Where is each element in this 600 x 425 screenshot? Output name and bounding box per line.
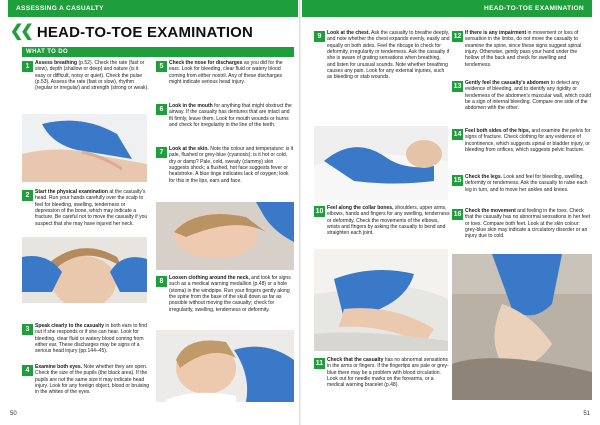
step-number: 3 <box>22 324 33 335</box>
step-11 <box>314 357 450 389</box>
step-7 <box>156 146 294 184</box>
step-number: 1 <box>22 61 33 72</box>
step-lead: Start the physical examination <box>35 189 108 195</box>
step-number: 11 <box>315 360 324 367</box>
step-4 <box>22 364 150 396</box>
step-number: 12 <box>453 33 462 40</box>
step-1 <box>22 60 150 92</box>
step-12 <box>452 30 592 68</box>
step-lead: Check that the casualty <box>327 357 384 363</box>
photo-arm-check <box>314 249 448 351</box>
step-text: for anything that might obstruct the airway. If the casualty has dentures that are intact and fit firmly, leave them. Look for mouth wounds or burns and check for irregularity in the line of the teeth. <box>169 103 292 129</box>
step-lead: Look at the skin. <box>169 146 209 152</box>
step-lead: Gently feel the casualty's abdomen <box>465 80 550 86</box>
step-text: Ask the casualty to breathe deeply, and note whether the chest expands evenly, easily and equally on both sides. Feel the ribcage to check for deformity, irregularity or tenderness. Ask the casualty if she is aware of grating sensations when breathing, and listen for unusual sounds. Note whether breathing causes any pain. Look for any external injuries, such as bleeding or stab wounds. <box>327 30 450 81</box>
step-text: (p.52). Check the rate (fast or slow), depth (shallow or deep) and nature (is it easy or difficult, noisy or quiet). Check the pulse (p.53). Assess the rate (fast or slow), rhythm (regular or irregular) and strength (strong or weak). <box>35 60 149 92</box>
title-row <box>10 22 253 42</box>
step-15 <box>452 174 592 193</box>
step-number: 5 <box>156 61 167 72</box>
page-number: 50 <box>10 411 17 417</box>
step-number: 4 <box>22 365 33 376</box>
step-number: 9 <box>314 31 325 42</box>
step-text: and examine the pelvis for signs of fracture. Check clothing for any evidence of incontinence, which suggests spinal or bladder injury, or bleeding from orifices, which suggests pelvic fracture. <box>465 128 591 154</box>
section-header: ASSESSING A CASUALTY <box>8 0 298 17</box>
step-text: Note whether they are open. Check the size of the pupils (the black area). If the pupils are not the same size it may indicate head injury. Look for any foreign object, blood or bruising in the whites of the eyes. <box>35 364 150 396</box>
step-13 <box>452 80 592 112</box>
step-number: 13 <box>453 83 462 90</box>
step-text: and feeling in the toes. Check that the casualty has no abnormal sensations in her feet or toes. Compare both feet. Look at the skin colour: grey-blue skin may indicate a circulatory disorder or an injury due to cold. <box>465 208 591 240</box>
photo-neck-check <box>156 330 294 402</box>
step-lead: Assess breathing <box>35 60 78 66</box>
step-lead: Look at the chest. <box>327 30 370 36</box>
step-14 <box>452 128 592 153</box>
page-title: HEAD-TO-TOE EXAMINATION <box>36 23 254 41</box>
section-header: HEAD-TO-TOE EXAMINATION <box>302 0 592 17</box>
step-lead: Loosen clothing around the neck, <box>169 275 250 281</box>
step-lead: If there is any impairment <box>465 30 527 36</box>
step-text: to detect any evidence of bleeding, and to identify any rigidity or tenderness of the abdomen's muscular wall, which could be a sign of internal bleeding. Compare one side of the abdomen with the other. <box>465 80 592 112</box>
step-number: 15 <box>453 177 462 184</box>
step-10 <box>314 205 450 237</box>
step-lead: Speak clearly to the casualty <box>35 323 105 329</box>
photo-pulse-check <box>22 114 147 182</box>
step-number: 6 <box>156 104 167 115</box>
photo-chest-check <box>314 126 448 200</box>
step-text: as you did for the ears. Look for bleeding, clear fluid or watery blood coming from either nostril. Any of these discharges might indicate serious head injury. <box>169 60 283 86</box>
step-number: 7 <box>156 147 167 158</box>
step-number: 2 <box>22 190 33 201</box>
step-lead: Check the legs. <box>465 174 503 180</box>
step-lead: Check the nose for discharges <box>169 60 243 66</box>
step-8 <box>156 275 294 313</box>
step-2 <box>22 189 150 227</box>
step-text: Note the colour and temperature: is it pale, flushed or grey-blue (cyanosis); is it hot or cold, dry or damp? Pale, cold, sweaty (clammy) skin suggests shock; a flushed, hot face suggests fever or heatstroke. A blue tinge indicates lack of oxygen; look for this in the lips, ears and face. <box>169 146 294 184</box>
double-chevron-icon: ❮❮ <box>10 23 31 40</box>
step-9 <box>314 30 450 81</box>
right-page <box>300 0 600 425</box>
photo-face <box>156 202 294 270</box>
step-number: 16 <box>453 211 462 218</box>
step-lead: Check the movement <box>465 208 516 214</box>
step-5 <box>156 60 294 85</box>
step-text: has no abnormal sensations in the arms or fingers. If the fingertips are pale or grey-blue there may be a problem with blood circulation. Look out for needle marks on the forearms, or a medical warning bracelet (p.48). <box>327 357 449 389</box>
step-lead: Look in the mouth <box>169 103 213 109</box>
step-text: and look for signs such as a medical warning medallion (p.48) or a hole (stoma) in the windpipe. Run your fingers gently along the spine from the base of the skull down as far as possible without moving the casualty; check for irregularity, swelling, tenderness or deformity. <box>169 275 291 313</box>
step-lead: Examine both eyes. <box>35 364 83 370</box>
photo-foot-check <box>452 254 592 400</box>
step-text: at the casualty's head. Run your hands carefully over the scalp to feel for bleeding, swelling, tenderness or depression of the bone, which may indicate a fracture. Be careful not to move the casualty if you suspect that she may have injured her neck. <box>35 189 148 227</box>
step-3 <box>22 323 150 355</box>
step-number: 8 <box>156 276 167 287</box>
step-text: shoulders, upper arms, elbows, hands and fingers for any swelling, tenderness or deformity. Check the movements of the elbows, wrists and fingers by asking the casualty to bend and straighten each joint. <box>327 205 450 237</box>
photo-head-check <box>22 237 147 317</box>
step-lead: Feel both sides of the hips, <box>465 128 531 134</box>
step-number: 14 <box>453 131 462 138</box>
step-16 <box>452 208 592 240</box>
step-text: in both ears to find out if she responds or if she can hear. Look for bleeding, clear fluid or watery blood coming from either ear. These discharges may be signs of a serious head injury (pp.144–45). <box>35 323 147 355</box>
step-text: Look and feel for bleeding, swelling, deformity or tenderness. Ask the casualty to raise each leg in turn, and to move her ankles and knees. <box>465 174 588 193</box>
page-number: 51 <box>583 411 590 417</box>
what-to-do-bar: WHAT TO DO <box>22 47 294 57</box>
step-text: in movement or loss of sensation in the limbs, do not move the casualty to examine the spine, since these signs suggest spinal injury. Otherwise, gently pass your hand under the hollow of the back and check for swelling and tenderness. <box>465 30 582 68</box>
step-lead: Feel along the collar bones, <box>327 205 394 211</box>
step-6 <box>156 103 294 128</box>
step-number: 10 <box>315 208 324 215</box>
